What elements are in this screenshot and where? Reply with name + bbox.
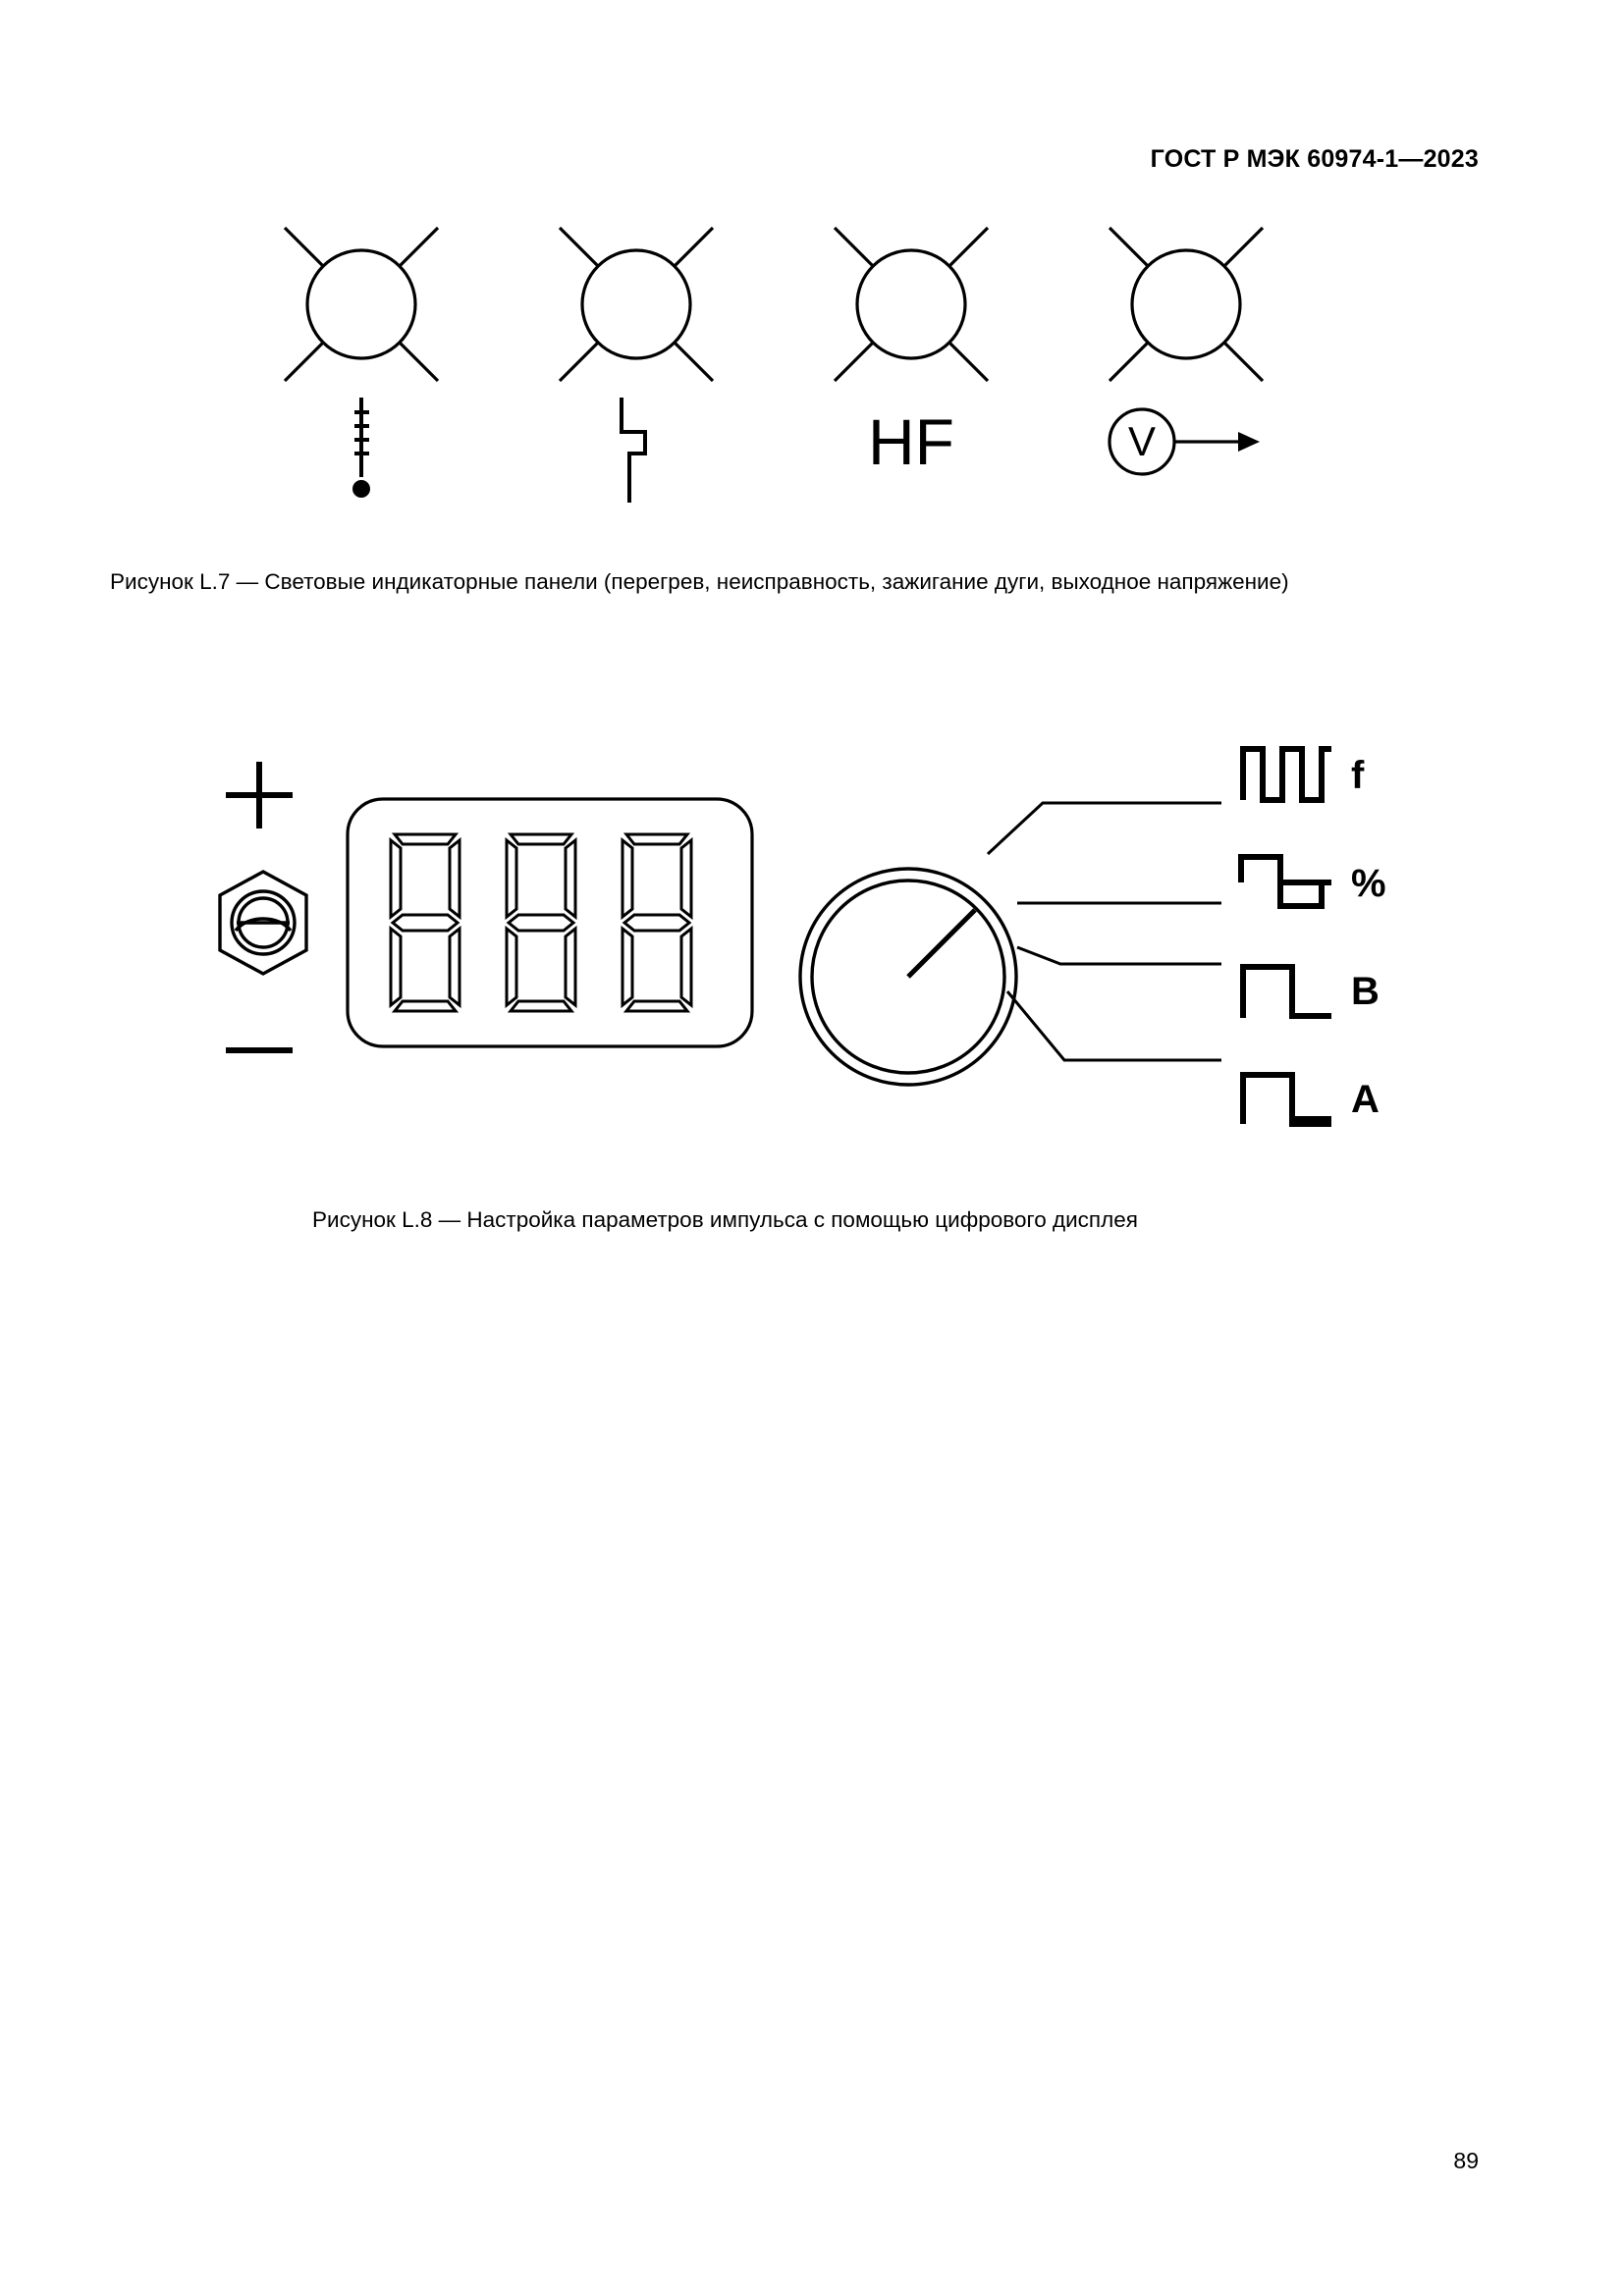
slotted-screw-icon[interactable] — [204, 864, 322, 987]
thermometer-icon — [263, 393, 460, 520]
duty-cycle-icon — [1237, 849, 1335, 919]
legend-item-voltage — [1237, 952, 1380, 1031]
legend-item-frequency — [1237, 736, 1364, 815]
figure-l8-caption: Рисунок L.8 — Настройка параметров импульса с помощью цифрового дисплея — [312, 1207, 1138, 1232]
legend-label-duty-cycle: % — [1351, 862, 1386, 905]
document-header: ГОСТ Р МЭК 60974-1—2023 — [1150, 145, 1479, 173]
figure-l7-caption: Рисунок L.7 — Световые индикаторные панели (перегрев, неисправность, зажигание дуги, выходное напряжение) — [110, 569, 1289, 594]
legend-label-voltage: B — [1351, 970, 1380, 1013]
parameter-legend — [1237, 736, 1483, 1168]
overheating-lamp-icon — [263, 206, 460, 402]
digital-display — [344, 795, 756, 1050]
legend-item-duty-cycle — [1237, 844, 1386, 923]
legend-item-current — [1237, 1060, 1380, 1139]
voltage-source-arrow-icon — [1088, 393, 1284, 520]
page-number: 89 — [1453, 2148, 1479, 2173]
adjust-controls — [177, 756, 353, 1090]
figure-l8 — [167, 726, 1443, 1178]
malfunction-lamp-icon — [538, 206, 734, 402]
output-voltage-lamp-icon — [1088, 206, 1284, 402]
arc-ignition-lamp-icon — [813, 206, 1009, 402]
pulse-voltage-icon — [1237, 957, 1335, 1027]
legend-label-frequency: f — [1351, 754, 1365, 797]
pulse-current-icon — [1237, 1065, 1335, 1135]
fault-step-icon — [538, 393, 734, 520]
pulse-train-icon — [1237, 741, 1335, 811]
svg-text:V: V — [1127, 418, 1157, 464]
hf-text: HF — [868, 405, 954, 478]
figure-l7 — [244, 196, 1402, 530]
legend-label-current: A — [1351, 1078, 1380, 1121]
hf-label — [813, 393, 1009, 520]
